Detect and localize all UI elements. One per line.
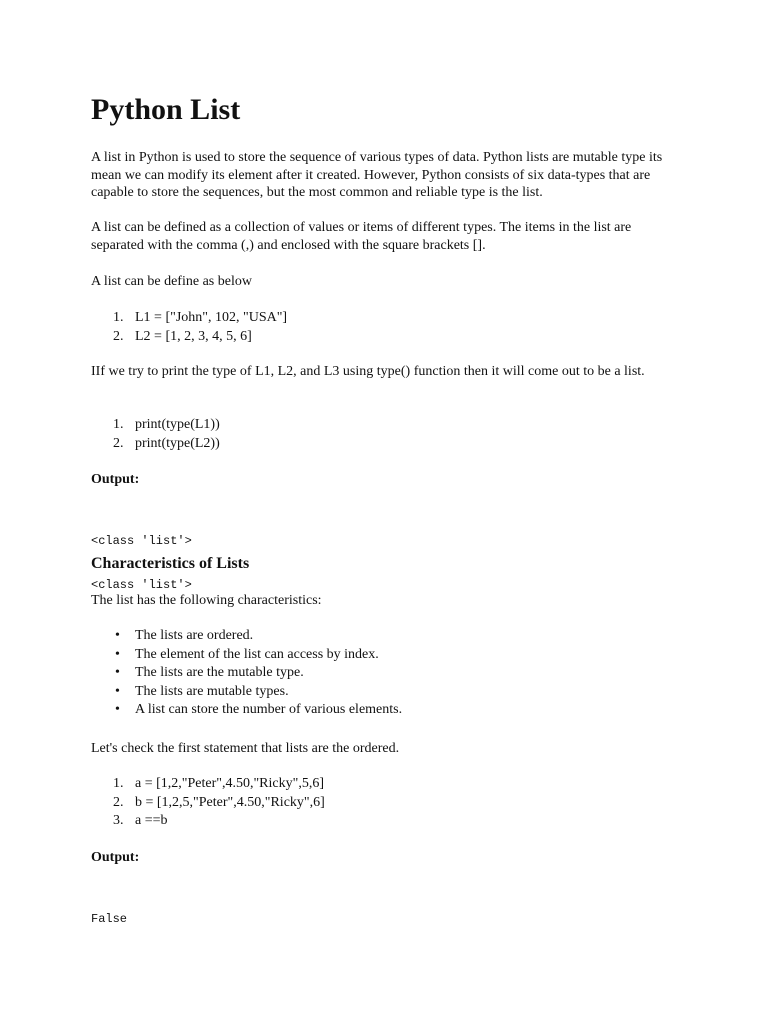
output-code-block bbox=[91, 883, 127, 956]
list-item: 2. b = [1,2,5,"Peter",4.50,"Ricky",6] bbox=[113, 794, 325, 810]
intro-paragraph: A list in Python is used to store the sequence of various types of data. Python lists are mutable type its mean we can modify its element after it created. However, Python consists of six data-types that are capable to store the sequences, but the most common and reliable type is the list. bbox=[91, 150, 663, 200]
char-intro-paragraph: The list has the following characteristics: bbox=[91, 593, 322, 608]
list-item: 3. a ==b bbox=[113, 813, 168, 828]
define-list bbox=[91, 309, 287, 346]
page-title: Python List bbox=[91, 93, 241, 126]
check-intro-paragraph: Let's check the first statement that lists are the ordered. bbox=[91, 741, 400, 756]
type-list bbox=[91, 416, 220, 453]
list-item: • The lists are ordered. bbox=[115, 628, 254, 643]
code-line: False bbox=[91, 912, 128, 926]
list-item: 2. L2 = [1, 2, 3, 4, 5, 6] bbox=[113, 328, 252, 344]
code-line: <class 'list'> bbox=[91, 577, 192, 592]
output-label: Output: bbox=[91, 850, 140, 865]
characteristics-list bbox=[91, 627, 402, 720]
define-intro-paragraph: A list can be define as below bbox=[91, 274, 252, 289]
section-heading: Characteristics of Lists bbox=[91, 555, 250, 572]
type-intro-paragraph: IIf we try to print the type of L1, L2, and L3 using type() function then it will come out to be a list. bbox=[91, 364, 645, 379]
definition-paragraph: A list can be defined as a collection of values or items of different types. The items in the list are separated with the comma (,) and enclosed with the square brackets []. bbox=[91, 220, 632, 253]
list-item: 2. print(type(L2)) bbox=[113, 435, 220, 451]
list-item: 1. print(type(L1)) bbox=[113, 417, 220, 432]
list-item: • The lists are mutable types. bbox=[115, 683, 289, 699]
output-label: Output: bbox=[91, 472, 140, 487]
code-line: <class 'list'> bbox=[91, 534, 192, 548]
list-item: • The element of the list can access by index. bbox=[115, 646, 379, 662]
list-item: 1. L1 = ["John", 102, "USA"] bbox=[113, 310, 288, 325]
list-item: • A list can store the number of various elements. bbox=[115, 702, 403, 717]
list-item: • The lists are the mutable type. bbox=[115, 665, 304, 680]
list-item: 1. a = [1,2,"Peter",4.50,"Ricky",5,6] bbox=[113, 776, 324, 791]
check-list bbox=[91, 775, 325, 831]
